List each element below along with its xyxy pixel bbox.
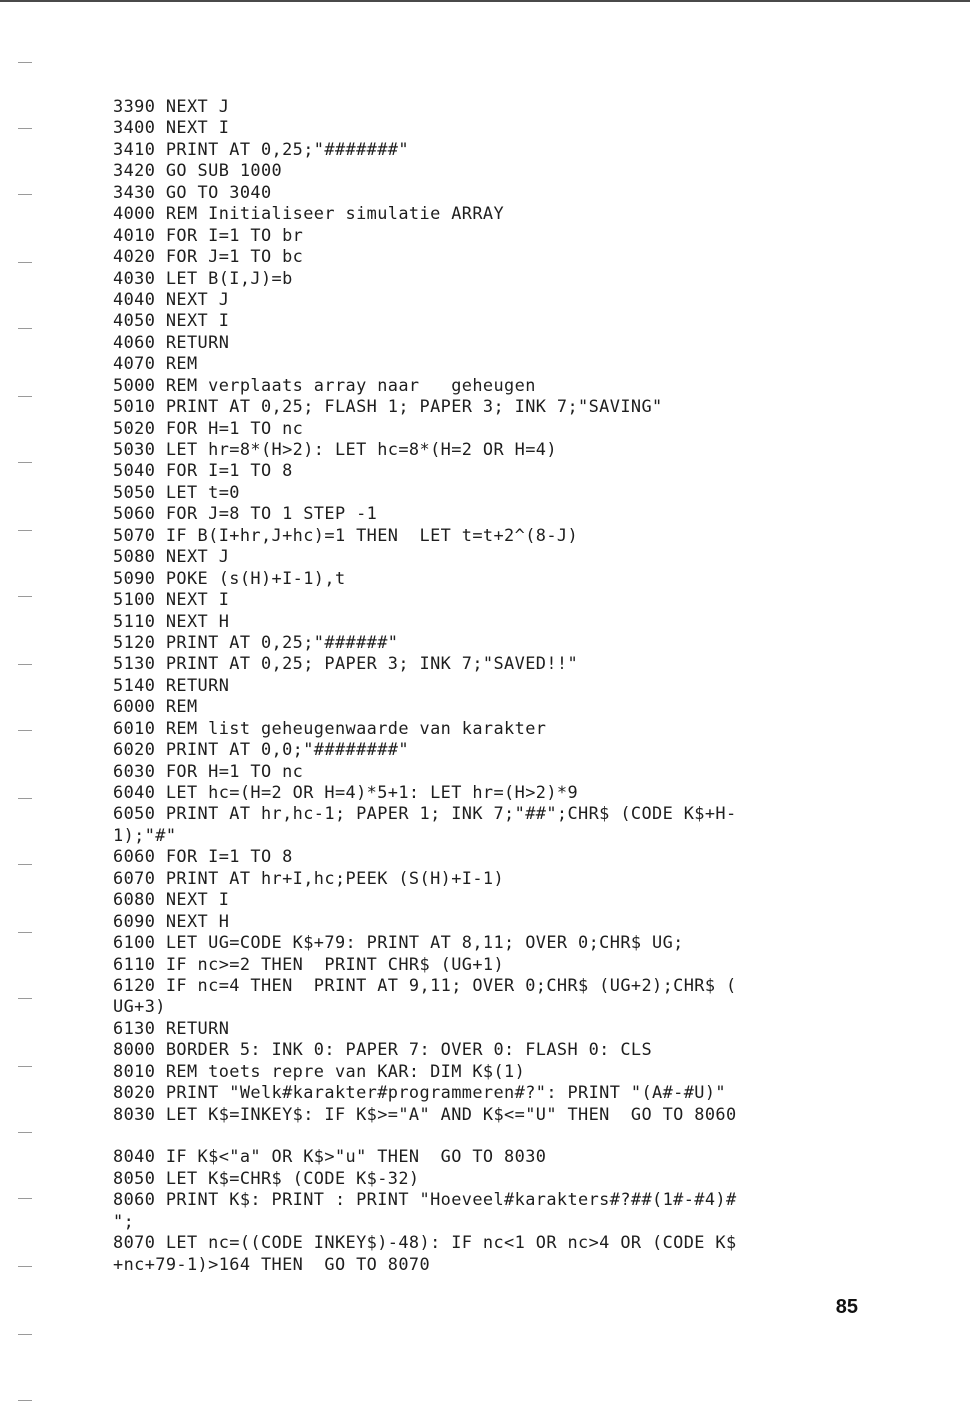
code-line: 6080 NEXT I <box>113 889 230 910</box>
code-line: 6000 REM <box>113 696 198 717</box>
code-line: 6010 REM list geheugenwaarde van karakter <box>113 717 547 738</box>
code-line: 8000 BORDER 5: INK 0: PAPER 7: OVER 0: FLASH 0: CLS <box>113 1039 653 1060</box>
page-number: 85 <box>835 1296 858 1318</box>
code-line: 3400 NEXT I <box>113 117 230 138</box>
code-line: 5050 LET t=0 <box>113 481 240 502</box>
code-line: 1);"#" <box>113 824 177 845</box>
code-line: 6030 FOR H=1 TO nc <box>113 760 304 781</box>
code-line: 4030 LET B(I,J)=b <box>113 267 293 288</box>
code-line: 5070 IF B(I+hr,J+hc)=1 THEN LET t=t+2^(8-J) <box>113 524 579 545</box>
code-line: 5000 REM verplaats array naar geheugen <box>113 374 536 395</box>
code-line: 3430 GO TO 3040 <box>113 181 272 202</box>
code-line: 4020 FOR J=1 TO bc <box>113 246 304 267</box>
code-line: 4070 REM <box>113 353 198 374</box>
code-line: "; <box>113 1210 135 1231</box>
code-line: 8070 LET nc=((CODE INKEY$)-48): IF nc<1 OR nc>4 OR (CODE K$ <box>113 1232 737 1253</box>
code-line <box>113 1125 873 1146</box>
code-line: 8050 LET K$=CHR$ (CODE K$-32) <box>113 1167 420 1188</box>
code-line: 8010 REM toets repre van KAR: DIM K$(1) <box>113 1060 526 1081</box>
code-line: 6020 PRINT AT 0,0;"########" <box>113 739 409 760</box>
code-line: 4060 RETURN <box>113 331 230 352</box>
code-line: 8060 PRINT K$: PRINT : PRINT "Hoeveel#karakters#?##(1#-#4)# <box>113 1189 737 1210</box>
left-margin-marks <box>18 0 34 1421</box>
code-line: 8040 IF K$<"a" OR K$>"u" THEN GO TO 8030 <box>113 1146 547 1167</box>
code-line: 5100 NEXT I <box>113 589 230 610</box>
code-line: 4050 NEXT I <box>113 310 230 331</box>
code-line: UG+3) <box>113 996 166 1017</box>
code-line: 4040 NEXT J <box>113 288 230 309</box>
code-line: 5010 PRINT AT 0,25; FLASH 1; PAPER 3; INK 7;"SAVING" <box>113 396 663 417</box>
code-line: +nc+79-1)>164 THEN GO TO 8070 <box>113 1253 431 1274</box>
code-line: 4000 REM Initialiseer simulatie ARRAY <box>113 203 505 224</box>
code-line: 4010 FOR I=1 TO br <box>113 224 304 245</box>
code-line: 3420 GO SUB 1000 <box>113 160 283 181</box>
code-line: 3410 PRINT AT 0,25;"#######" <box>113 138 409 159</box>
code-line: 6130 RETURN <box>113 1017 230 1038</box>
code-line: 5140 RETURN <box>113 674 230 695</box>
code-line: 6120 IF nc=4 THEN PRINT AT 9,11; OVER 0;CHR$ (UG+2);CHR$ ( <box>113 974 737 995</box>
code-line: 5090 POKE (s(H)+I-1),t <box>113 567 346 588</box>
code-line: 6040 LET hc=(H=2 OR H=4)*5+1: LET hr=(H>2)*9 <box>113 782 579 802</box>
code-line: 5130 PRINT AT 0,25; PAPER 3; INK 7;"SAVED!!" <box>113 653 579 674</box>
code-line: 6070 PRINT AT hr+I,hc;PEEK (S(H)+I-1) <box>113 867 505 888</box>
code-line: 8030 LET K$=INKEY$: IF K$>="A" AND K$<="U" THEN GO TO 8060 <box>113 1103 737 1124</box>
code-line: 5120 PRINT AT 0,25;"######" <box>113 631 399 652</box>
code-line: 5020 FOR H=1 TO nc <box>113 417 304 438</box>
code-line: 6090 NEXT H <box>113 910 230 931</box>
code-line: 6110 IF nc>=2 THEN PRINT CHR$ (UG+1) <box>113 953 505 974</box>
code-line: 5060 FOR J=8 TO 1 STEP -1 <box>113 503 378 524</box>
basic-program-listing <box>113 96 873 1275</box>
top-border-rule <box>0 0 970 2</box>
code-line: 6100 LET UG=CODE K$+79: PRINT AT 8,11; OVER 0;CHR$ UG; <box>113 932 684 953</box>
code-line: 5030 LET hr=8*(H>2): LET hc=8*(H=2 OR H=4) <box>113 439 557 459</box>
code-line: 6060 FOR I=1 TO 8 <box>113 846 293 867</box>
code-line: 5040 FOR I=1 TO 8 <box>113 460 293 481</box>
code-line: 6050 PRINT AT hr,hc-1; PAPER 1; INK 7;"##";CHR$ (CODE K$+H- <box>113 803 737 824</box>
code-line: 3390 NEXT J <box>113 96 230 116</box>
code-line: 5110 NEXT H <box>113 610 230 631</box>
code-line: 8020 PRINT "Welk#karakter#programmeren#?": PRINT "(A#-#U)" <box>113 1082 727 1103</box>
code-line: 5080 NEXT J <box>113 546 230 567</box>
